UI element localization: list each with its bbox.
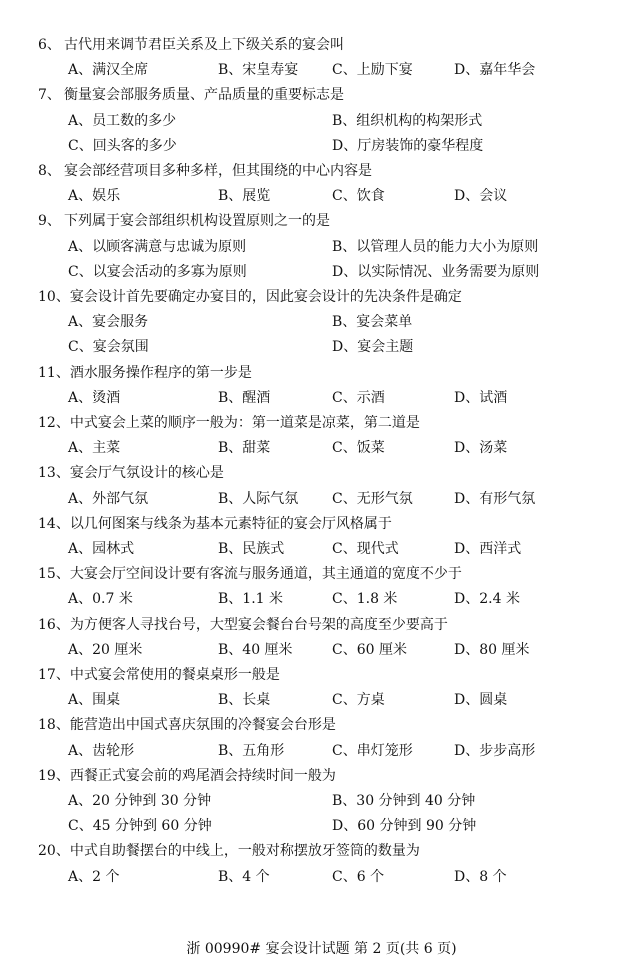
question-text: 宴会设计首先要确定办宴目的，因此宴会设计的先决条件是确定 <box>69 289 462 305</box>
option-b: B、宋皇寿宴 <box>218 62 299 79</box>
option-d: D、西洋式 <box>454 541 522 557</box>
option-b: B、醒酒 <box>218 389 271 406</box>
option-a: A、20 分钟到 30 分钟 <box>68 793 212 809</box>
option-d: D、会议 <box>454 188 508 205</box>
question-stem <box>38 765 336 785</box>
option-c: C、串灯笼形 <box>332 742 413 759</box>
page-footer: 浙 00990# 宴会设计试题 第 2 页(共 6 页) <box>186 941 457 957</box>
option-d: D、步步高形 <box>454 742 536 759</box>
option-b: B、人际气氛 <box>218 490 299 507</box>
option-a: A、满汉全席 <box>68 62 149 79</box>
option-c: C、示酒 <box>332 389 385 406</box>
option-d: D、8 个 <box>454 868 507 885</box>
question-stem <box>38 286 462 306</box>
option-a: A、主菜 <box>68 440 121 457</box>
option-a: A、以顾客满意与忠诚为原则 <box>68 238 247 255</box>
option-b: B、以管理人员的能力大小为原则 <box>332 238 539 255</box>
option-a: A、0.7 米 <box>68 591 133 608</box>
option-a: A、娱乐 <box>68 188 121 205</box>
question-number: 15、 <box>38 566 70 583</box>
question-text: 下列属于宴会部组织机构设置原则之一的是 <box>64 213 330 230</box>
option-d: D、汤菜 <box>454 440 508 457</box>
option-b: B、40 厘米 <box>218 641 293 658</box>
option-b: B、组织机构的构架形式 <box>332 112 483 129</box>
option-c: C、1.8 米 <box>332 591 398 608</box>
option-a: A、宴会服务 <box>68 314 149 331</box>
option-a: A、员工数的多少 <box>68 112 177 129</box>
question-number: 16、 <box>38 616 70 633</box>
option-c: C、上励下宴 <box>332 62 413 79</box>
option-a: A、外部气氛 <box>68 490 149 507</box>
question-number: 11、 <box>38 364 70 381</box>
question-number: 18、 <box>38 717 70 734</box>
question-stem <box>38 664 280 684</box>
question-text: 衡量宴会部服务质量、产品质量的重要标志是 <box>64 87 344 104</box>
question-number: 19、 <box>38 767 70 784</box>
question-stem <box>38 84 344 104</box>
option-c: C、60 厘米 <box>332 641 407 658</box>
option-c: C、回头客的多少 <box>68 137 177 154</box>
question-stem <box>38 210 330 230</box>
question-stem <box>38 513 392 533</box>
question-stem <box>38 714 336 734</box>
question-number: 6、 <box>38 37 61 53</box>
option-c: C、方桌 <box>332 692 385 709</box>
option-d: D、试酒 <box>454 389 508 406</box>
option-d: D、60 分钟到 90 分钟 <box>332 818 477 835</box>
question-text: 中式自助餐摆台的中线上，一般对称摆放牙签筒的数量为 <box>69 843 420 860</box>
question-number: 9、 <box>38 213 61 230</box>
option-b: B、1.1 米 <box>218 591 284 608</box>
question-stem <box>38 362 252 382</box>
option-c: C、饭菜 <box>332 440 385 457</box>
question-text: 中式宴会上菜的顺序一般为：第一道菜是凉菜，第二道是 <box>69 415 420 431</box>
option-d: D、圆桌 <box>454 692 508 709</box>
option-c: C、无形气氛 <box>332 490 413 507</box>
option-c: C、以宴会活动的多寡为原则 <box>68 263 247 280</box>
option-d: D、80 厘米 <box>454 641 530 658</box>
option-a: A、园林式 <box>68 541 135 557</box>
option-b: B、甜菜 <box>218 440 271 457</box>
option-d: D、厅房装饰的豪华程度 <box>332 137 484 154</box>
option-a: A、20 厘米 <box>68 641 143 658</box>
question-text: 西餐正式宴会前的鸡尾酒会持续时间一般为 <box>69 767 336 784</box>
question-text: 酒水服务操作程序的第一步是 <box>69 364 252 381</box>
option-b: B、长桌 <box>218 692 271 709</box>
question-stem <box>38 614 448 634</box>
option-d: D、嘉年华会 <box>454 62 536 79</box>
question-number: 8、 <box>38 163 61 179</box>
question-stem <box>38 840 420 860</box>
question-number: 10、 <box>38 289 70 305</box>
option-c: C、宴会氛围 <box>68 339 149 356</box>
question-stem <box>38 412 420 432</box>
option-a: A、齿轮形 <box>68 742 135 759</box>
question-text: 以几何图案与线条为基本元素特征的宴会厅风格属于 <box>69 515 392 532</box>
question-text: 宴会部经营项目多种多样，但其围绕的中心内容是 <box>64 163 372 179</box>
option-d: D、宴会主题 <box>332 339 414 356</box>
question-stem <box>38 34 344 54</box>
option-b: B、五角形 <box>218 742 285 759</box>
option-b: B、民族式 <box>218 541 285 557</box>
question-number: 20、 <box>38 843 70 860</box>
option-d: D、有形气氛 <box>454 490 536 507</box>
question-number: 7、 <box>38 87 61 104</box>
option-a: A、2 个 <box>68 868 120 885</box>
question-text: 大宴会厅空间设计要有客流与服务通道，其主通道的宽度不少于 <box>69 566 462 583</box>
question-text: 宴会厅气氛设计的核心是 <box>69 465 224 482</box>
option-c: C、6 个 <box>332 868 385 885</box>
question-text: 中式宴会常使用的餐桌桌形一般是 <box>69 667 280 683</box>
question-text: 能营造出中国式喜庆氛围的冷餐宴会台形是 <box>69 717 336 734</box>
option-b: B、4 个 <box>218 868 270 885</box>
question-number: 17、 <box>38 667 70 683</box>
option-c: C、现代式 <box>332 541 399 557</box>
option-d: D、以实际情况、业务需要为原则 <box>332 263 540 280</box>
question-text: 为方便客人寻找台号，大型宴会餐台台号架的高度至少要高于 <box>69 616 448 633</box>
question-stem <box>38 563 462 583</box>
option-a: A、烫酒 <box>68 389 121 406</box>
question-number: 14、 <box>38 515 70 532</box>
question-number: 12、 <box>38 415 70 431</box>
question-stem <box>38 462 224 482</box>
question-number: 13、 <box>38 465 70 482</box>
option-b: B、宴会菜单 <box>332 314 413 331</box>
option-c: C、45 分钟到 60 分钟 <box>68 818 212 835</box>
question-text: 古代用来调节君臣关系及上下级关系的宴会叫 <box>64 37 344 53</box>
option-c: C、饮食 <box>332 188 385 205</box>
option-b: B、展览 <box>218 188 271 205</box>
option-b: B、30 分钟到 40 分钟 <box>332 793 476 809</box>
option-d: D、2.4 米 <box>454 591 520 608</box>
option-a: A、围桌 <box>68 692 121 709</box>
question-stem <box>38 160 372 180</box>
